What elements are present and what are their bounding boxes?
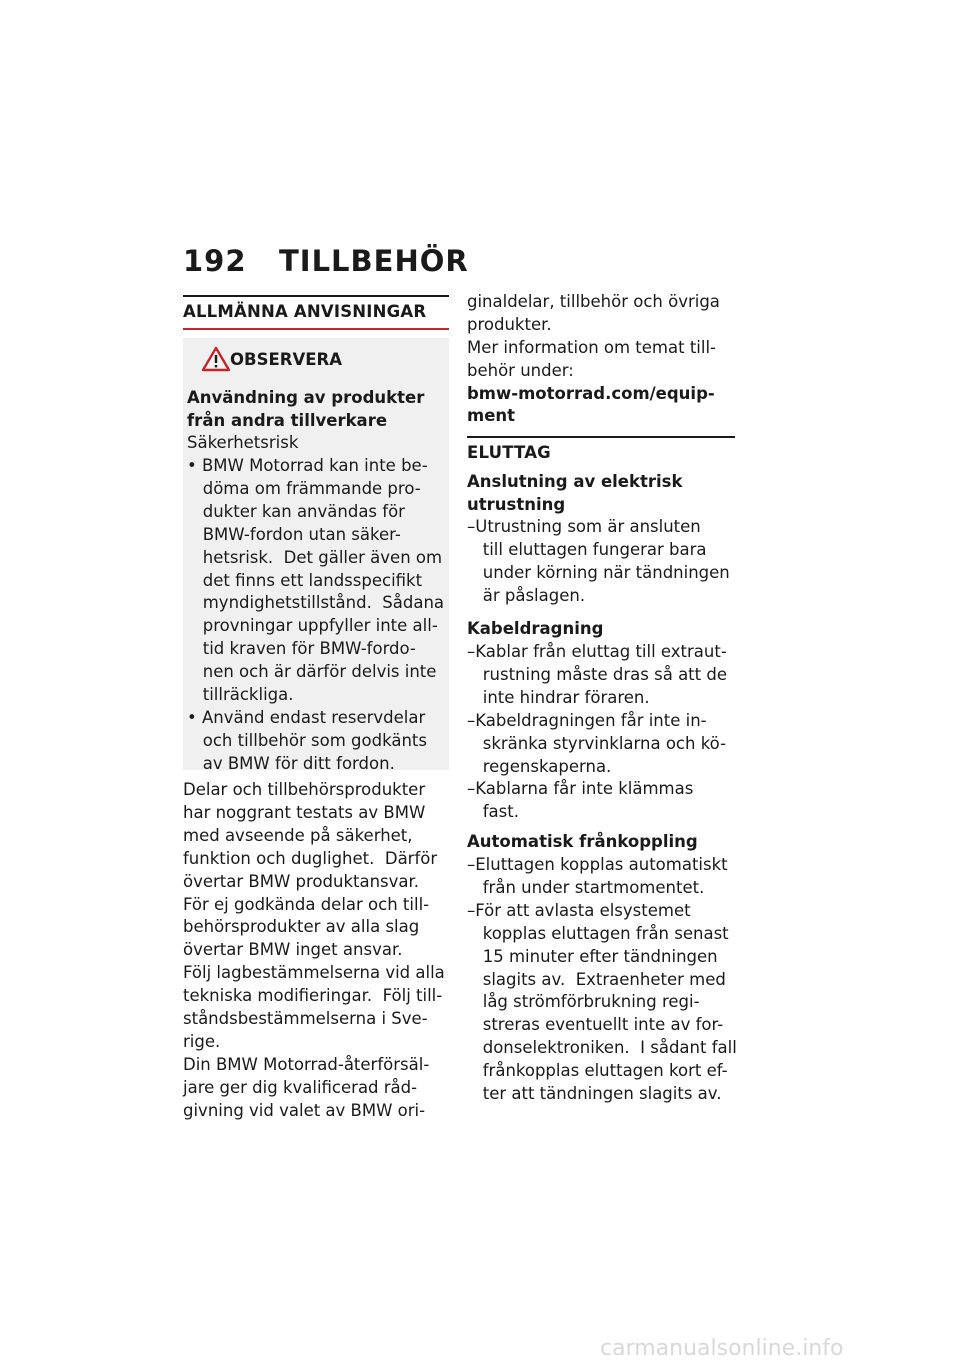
page-header [183, 244, 469, 278]
list-line: –Eluttagen kopplas automatiskt [467, 855, 728, 874]
body-line: För ej godkända delar och till- [183, 894, 430, 914]
body-line: rige. [183, 1031, 221, 1051]
intro-line: Mer information om temat till- [467, 337, 716, 357]
intro-line: behör under: [467, 360, 574, 380]
subheading-connection-2: utrustning [467, 495, 566, 514]
list-line: 15 minuter efter tändningen [467, 946, 718, 966]
warning-triangle-icon [201, 346, 231, 372]
notice-line: tid kraven för BMW-fordo- [187, 639, 416, 659]
list-line: till eluttagen fungerar bara [467, 539, 707, 559]
body-line: med avseende på säkerhet, [183, 825, 413, 845]
body-line: tekniska modifieringar. Följ till- [183, 986, 443, 1006]
subheading-connection-1: Anslutning av elektrisk [467, 472, 683, 491]
body-line: behörsprodukter av alla slag [183, 917, 420, 937]
body-line: jare ger dig kvalificerad råd- [183, 1077, 418, 1097]
section-title-general: ALLMÄNNA ANVISNINGAR [183, 302, 427, 321]
list-line: skränka styrvinklarna och kö- [467, 733, 727, 753]
intro-line: produkter. [467, 314, 552, 334]
body-line: Följ lagbestämmelserna vid alla [183, 963, 445, 983]
chapter-title: TILLBEHÖR [279, 244, 469, 278]
notice-line: och tillbehör som godkänts [187, 730, 427, 750]
subheading-cabling: Kabeldragning [467, 619, 604, 638]
notice-line: dukter kan användas för [187, 501, 405, 521]
list-line: regenskaperna. [467, 756, 612, 776]
page-number: 192 [183, 244, 247, 278]
list-line: är påslagen. [467, 585, 586, 605]
watermark: carmanualsonline.info [600, 1336, 844, 1361]
link-line-1[interactable]: bmw-motorrad.com/equip- [467, 384, 715, 403]
section-rule-red [183, 328, 449, 330]
list-line: –Kabeldragningen får inte in- [467, 710, 707, 730]
body-line: Din BMW Motorrad-återförsäl- [183, 1054, 430, 1074]
notice-line: • Använd endast reservdelar [187, 707, 426, 727]
notice-line: nen och är därför delvis inte [187, 662, 437, 682]
list-line: donselektroniken. I sådant fall [467, 1038, 737, 1058]
notice-line: av BMW för ditt fordon. [187, 753, 395, 773]
body-line: har noggrant testats av BMW [183, 802, 426, 822]
body-line: Delar och tillbehörsprodukter [183, 780, 426, 799]
list-line: under körning när tändningen [467, 562, 730, 582]
intro-line: ginaldelar, tillbehör och övriga [467, 292, 720, 311]
list-line: rustning måste dras så att de [467, 664, 727, 684]
notice-heading-line-1: Användning av produkter [187, 388, 425, 407]
notice-line: provningar uppfyller inte all- [187, 616, 438, 636]
notice-line: hetsrisk. Det gäller även om [187, 547, 443, 567]
list-line: inte hindrar föraren. [467, 687, 650, 707]
notice-label: OBSERVERA [230, 350, 342, 369]
section-rule-eluttag [467, 436, 735, 438]
list-line: –Kablarna får inte klämmas [467, 779, 694, 799]
section-rule-top [183, 295, 449, 297]
body-line: ståndsbestämmelserna i Sve- [183, 1009, 428, 1028]
list-line: –Utrustning som är ansluten [467, 517, 701, 536]
body-line: övertar BMW inget ansvar. [183, 940, 403, 960]
notice-heading-line-2: från andra tillverkare [187, 411, 388, 430]
body-line: givning vid valet av BMW ori- [183, 1100, 426, 1120]
list-line: slagits av. Extraenheter med [467, 969, 726, 989]
notice-line: myndighetstillstånd. Sådana [187, 593, 445, 613]
list-line: ter att tändningen slagits av. [467, 1084, 722, 1103]
list-line: –Kablar från eluttag till extraut- [467, 642, 727, 661]
list-line: kopplas eluttagen från senast [467, 923, 729, 943]
subheading-auto-disconnect: Automatisk frånkoppling [467, 832, 698, 851]
list-line: –För att avlasta elsystemet [467, 900, 691, 920]
list-line: streras eventuellt inte av for- [467, 1015, 724, 1035]
section-title-eluttag: ELUTTAG [467, 443, 551, 462]
body-line: funktion och duglighet. Därför [183, 848, 438, 868]
body-line: övertar BMW produktansvar. [183, 871, 420, 891]
notice-line: • BMW Motorrad kan inte be- [187, 456, 428, 475]
notice-line: BMW-fordon utan säker- [187, 524, 401, 544]
list-line: låg strömförbrukning regi- [467, 992, 700, 1012]
link-line-2[interactable]: ment [467, 406, 516, 425]
notice-line: döma om främmande pro- [187, 478, 421, 498]
list-line: fast. [467, 802, 519, 822]
notice-line: tillräckliga. [187, 685, 294, 704]
list-line: frånkopplas eluttagen kort ef- [467, 1061, 728, 1081]
list-line: från under startmomentet. [467, 877, 705, 897]
notice-risk: Säkerhetsrisk [187, 433, 299, 452]
notice-line: det finns ett landsspecifikt [187, 570, 423, 590]
